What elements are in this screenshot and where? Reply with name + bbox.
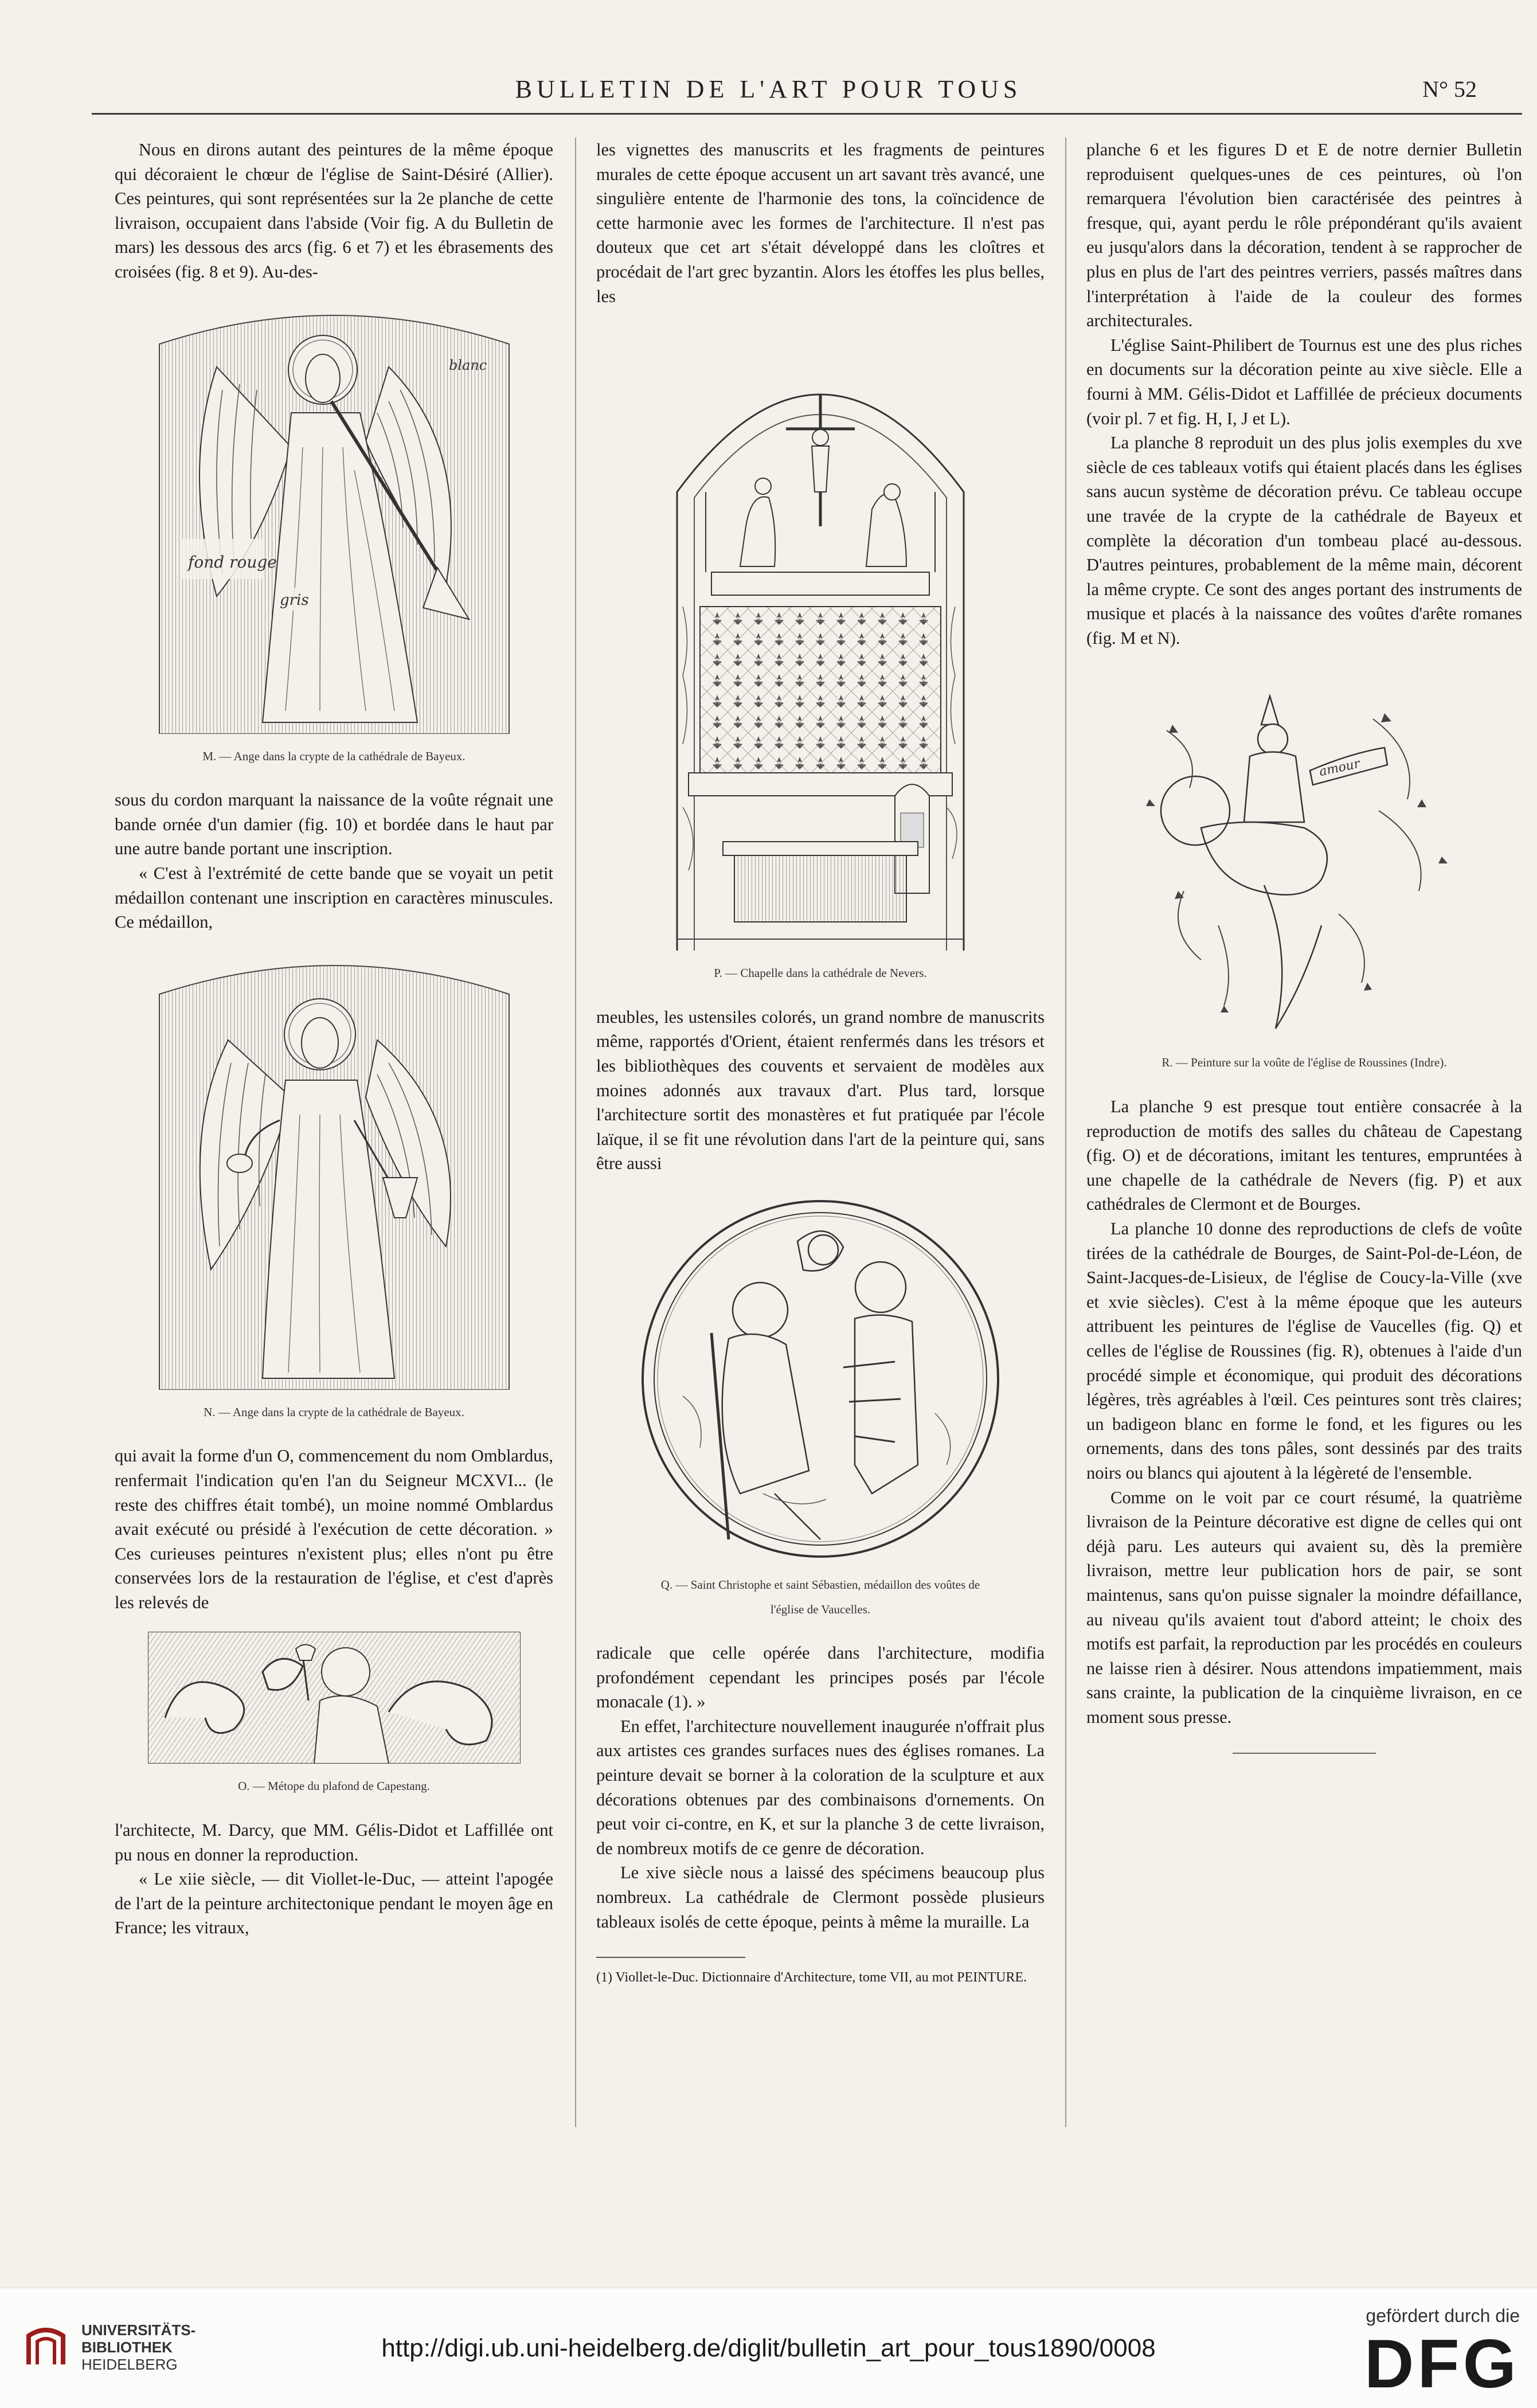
chapel-illustration [666, 320, 975, 951]
annotation-gris: gris [279, 591, 309, 609]
metope-illustration [148, 1632, 521, 1764]
angel-trumpet-illustration [148, 298, 521, 734]
roussines-illustration [1132, 685, 1476, 1040]
scroll-inscription: amour [1317, 757, 1362, 780]
figure-n-angel-bayeux [134, 948, 535, 1425]
header-rule [92, 113, 1522, 115]
footnote: (1) Viollet-le-Duc. Dictionnaire d'Architecture, tome VII, au mot PEINTURE. [596, 1970, 1027, 1985]
paragraph: « Le xiie siècle, — dit Viollet-le-Duc, — atteint l'apogée de l'art de la peinture architectonique pendant le moyen âge en France; les vitraux, [115, 1869, 553, 1938]
figure-caption: N. — Ange dans la crypte de la cathédrale de Bayeux. [204, 1405, 464, 1419]
text-column-2 [596, 138, 1045, 1987]
figure-q-medallion-vaucelles [620, 1195, 1021, 1621]
annotation-fond: fond rouge [187, 552, 277, 572]
paragraph: En effet, l'architecture nouvellement inaugurée n'offrait plus aux artistes ces grandes surfaces nues des églises romanes. La peinture devait se borner à la coloration de la sculpture et aux décorations obtenues par des combinaisons d'ornements. On peut voir ci-contre, en K, et sur la planche 3 de cette livraison, de nombreux motifs de ce genre de décoration. [596, 1716, 1045, 1858]
funding-label: gefördert durch die [1366, 2305, 1520, 2326]
paragraph: sous du cordon marquant la naissance de la voûte régnait une bande ornée d'un damier (fig. 10) et bordée dans le haut par une autre bande portant une inscription. [115, 790, 553, 859]
paragraph: L'église Saint-Philibert de Tournus est une des plus riches en documents sur la décoration peinte au xive siècle. Elle a fourni à MM. Gélis-Didot et Laffillée de précieux documents (voir pl. 7 et fig. H, I, J et L). [1086, 335, 1522, 428]
library-name: UNIVERSITÄTS- BIBLIOTHEK HEIDELBERG [81, 2321, 196, 2373]
paragraph: Le xive siècle nous a laissé des spécimens beaucoup plus nombreux. La cathédrale de Clermont possède plusieurs tableaux isolés de cette époque, peints à même la muraille. La [596, 1863, 1045, 1932]
angel-censer-illustration [148, 948, 521, 1390]
funding-notice [1364, 2305, 1520, 2402]
paragraph: planche 6 et les figures D et E de notre dernier Bulletin reproduisent quelques-unes de ces peintures, où l'on remarquera l'évolution bien caractérisée des peintres à fresque, qui, ayant perdu le rôle prépondérant qu'ils avaient eu jusqu'alors dans la décoration, tendent à se rapprocher de plus en plus de l'art des peintres verriers, passés maîtres dans l'interprétation à l'aide de la couleur des formes architecturales. [1086, 140, 1522, 331]
figure-caption: R. — Peinture sur la voûte de l'église de Roussines (Indre). [1161, 1056, 1447, 1070]
issue-number: N° 52 [1422, 76, 1477, 102]
figure-caption: P. — Chapelle dans la cathédrale de Nevers. [714, 966, 927, 980]
figure-caption: Q. — Saint Christophe et saint Sébastien, médaillon des voûtes de l'église de Vaucelles. [660, 1577, 980, 1616]
paragraph: Nous en dirons autant des peintures de la même époque qui décoraient le chœur de l'église de Saint-Désiré (Allier). Ces peintures, qui sont représentées sur la 2e planche de cette livraison, occupaient dans l'abside (Voir fig. A du Bulletin de mars) les dessous des arcs (fig. 6 et 7) et les ébrasements des croisées (fig. 8 et 9). Au-des- [115, 140, 553, 282]
annotation-blanc: blanc [448, 357, 487, 373]
paragraph: La planche 8 reproduit un des plus jolis exemples du xve siècle de ces tableaux votifs qui étaient placés dans les églises sans aucun système de décoration prévu. Ce tableau occupe une travée de la crypte de la cathédrale de Bayeux et complète la décoration d'un tombeau placé au-dessous. D'autres peintures, probablement de la même main, décorent la même crypte. Ce sont des anges portant des instruments de musique et placés à la naissance des voûtes d'arête romanes (fig. M et N). [1086, 433, 1522, 648]
figure-caption: O. — Métope du plafond de Capestang. [238, 1779, 430, 1793]
footnote-rule [596, 1957, 745, 1958]
column-divider [1065, 138, 1066, 2127]
permalink-url[interactable]: http://digi.ub.uni-heidelberg.de/diglit/bulletin_art_pour_tous1890/0008 [381, 2334, 1156, 2362]
digitization-footer [0, 2288, 1537, 2408]
paragraph: Comme on le voit par ce court résumé, la quatrième livraison de la Peinture décorative est digne de celles qui ont déjà paru. Les auteurs qui avaient su, dès la première livraison, mettre leur publication hors de pair, se sont maintenus, sans qu'on puisse signaler la moindre défaillance, au niveau qu'ils avaient tout d'abord atteint; le choix des motifs est parfait, la reproduction par les procédés en couleurs ne laisse rien à désirer. Nous attendons impatiemment, mais sans crainte, la publication de la cinquième livraison, en ce moment sous presse. [1086, 1487, 1522, 1727]
figure-caption: M. — Ange dans la crypte de la cathédrale de Bayeux. [202, 749, 466, 763]
medallion-illustration [625, 1195, 1015, 1562]
end-rule [1233, 1753, 1376, 1754]
figure-o-metope-capestang [134, 1632, 535, 1799]
figure-r-roussines-vault [1121, 685, 1488, 1075]
dfg-logo: DFG [1364, 2325, 1520, 2402]
column-divider [575, 138, 576, 2127]
text-column-3 [1086, 138, 1522, 1754]
paragraph: l'architecte, M. Darcy, que MM. Gélis-Didot et Laffillée ont pu nous en donner la reproduction. [115, 1820, 553, 1864]
figure-p-chapel-nevers [660, 320, 981, 986]
paragraph: La planche 9 est presque tout entière consacrée à la reproduction de motifs des salles du château de Capestang (fig. O) et de décorations, imitant les tentures, empruntées à une chapelle de la cathédrale de Nevers (fig. P) et aux cathédrales de Clermont et de Bourges. [1086, 1097, 1522, 1214]
figure-m-angel-bayeux [134, 298, 535, 769]
paragraph: radicale que celle opérée dans l'architecture, modifia profondément cependant les principes posés par l'école monacale (1). » [596, 1643, 1045, 1712]
paragraph: La planche 10 donne des reproductions de clefs de voûte tirées de la cathédrale de Bourges, de Saint-Pol-de-Léon, de Saint-Jacques-de-Lisieux, de l'église de Coucy-la-Ville (xve et xvie siècles). C'est à la même époque que les auteurs attribuent les peintures de l'église de Vaucelles (fig. Q) et celles de l'église de Roussines (fig. R), obtenues à l'aide d'un procédé simple et économique, qui produit des décorations légères, très agréables à l'œil. Ces peintures sont très claires; un badigeon blanc en forme le fond, et les figures ou les ornements, dans des tons pâles, sont dessinés par des traits noirs ou blancs qui ajoutent à la légèreté de l'ensemble. [1086, 1219, 1522, 1483]
text-column-1 [115, 138, 553, 1940]
paragraph: les vignettes des manuscrits et les fragments de peintures murales de cette époque accusent un art savant très avancé, une singulière entente de l'harmonie des tons, la coïncidence de cette harmonie avec les formes de l'architecture. Il n'est pas douteux que cet art s'était développé dans les cloîtres et procédait de l'art grec byzantin. Alors les étoffes les plus belles, les [596, 140, 1045, 306]
paragraph: « C'est à l'extrémité de cette bande que se voyait un petit médaillon contenant une inscription en caractères minuscules. Ce médaillon, [115, 863, 553, 932]
running-header-title: BULLETIN DE L'ART POUR TOUS [515, 75, 1022, 103]
paragraph: qui avait la forme d'un O, commencement du nom Omblardus, renfermait l'indication qu'en l'an du Seigneur MCXVI... (le reste des chiffres était tombé), un moine nommé Omblardus avait exécuté ou présidé à l'exécution de cette décoration. » Ces curieuses peintures n'existent plus; elles n'ont pu être conservées lors de la restauration de l'église, et c'est d'après les relevés de [115, 1446, 553, 1612]
paragraph: meubles, les ustensiles colorés, un grand nombre de manuscrits même, rapportés d'Orient, étaient renfermés dans les trésors et les bibliothèques des couvents et servaient de modèles aux moines adonnés aux travaux d'art. Plus tard, lorsque l'architecture sortit des monastères et fut pratiquée par l'école laïque, il se fit une révolution dans l'art de la peinture qui, sans être aussi [596, 1007, 1045, 1174]
